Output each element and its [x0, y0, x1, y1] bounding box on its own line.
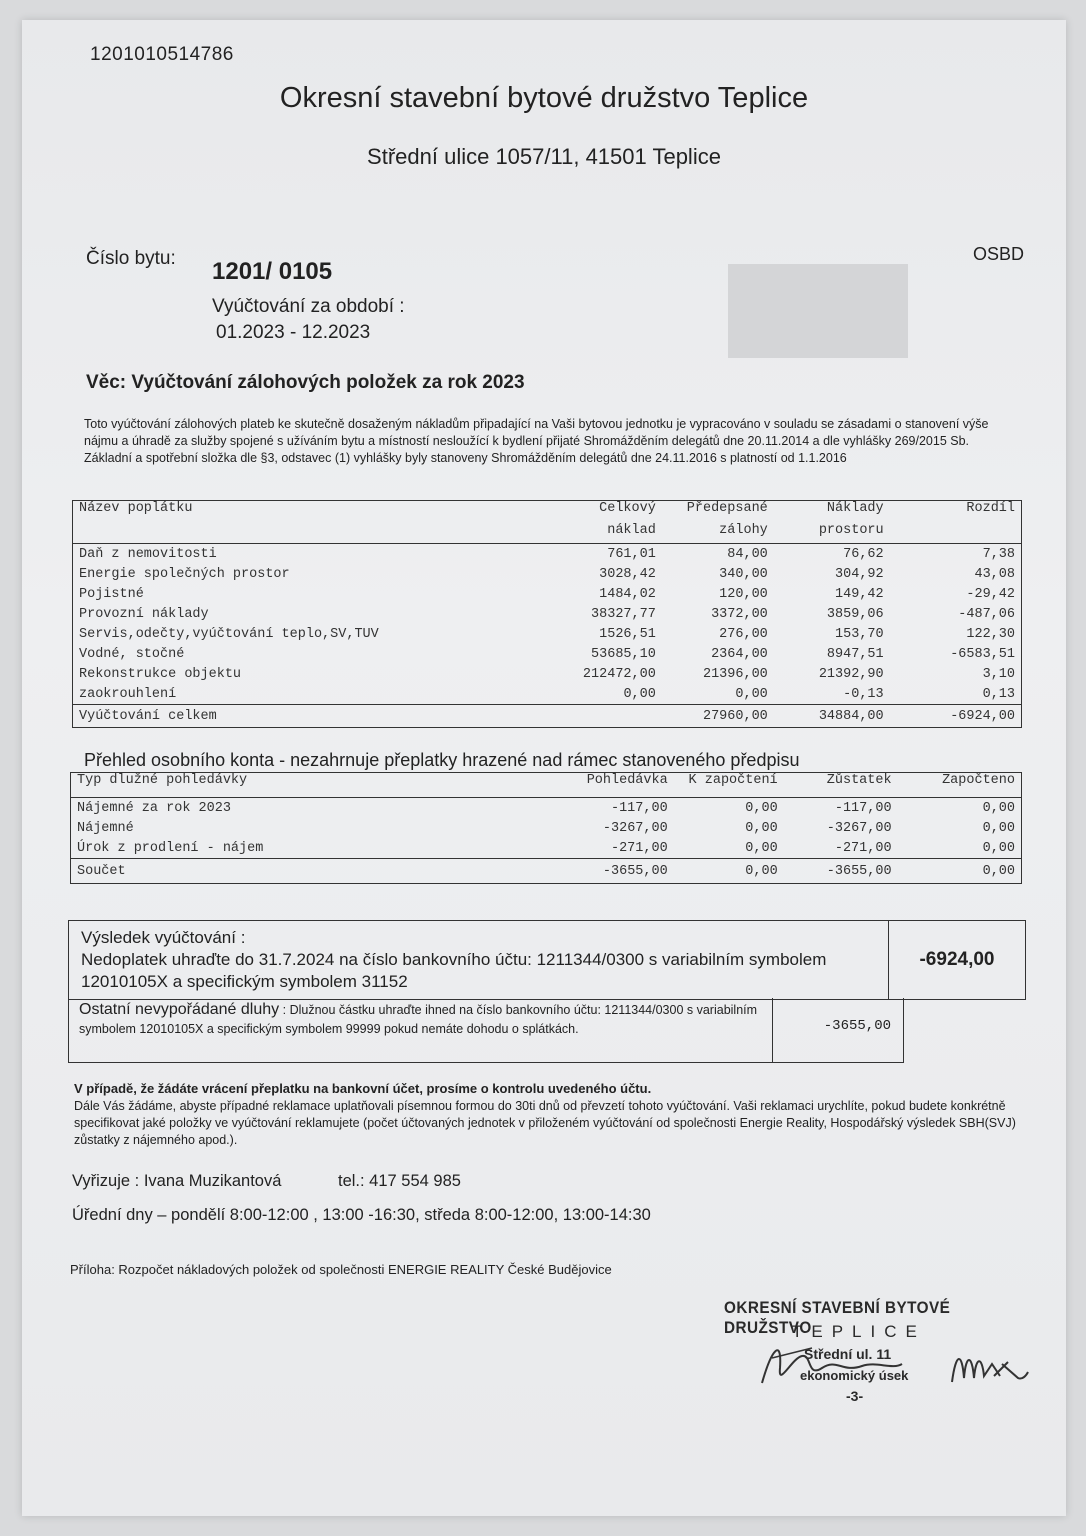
cost-difference: -29,42 [966, 586, 1015, 602]
office-hours: Úřední dny – pondělí 8:00-12:00 , 13:00 -16:30, středa 8:00-12:00, 13:00-14:30 [72, 1206, 651, 1224]
other-debts-amount: -3655,00 [823, 1018, 891, 1034]
settlement-amount-cell [888, 921, 1025, 999]
table-row [73, 624, 1022, 644]
header-unit-cost-2: prostoru [774, 523, 890, 544]
table-row [73, 584, 1022, 604]
debt-credited: 0,00 [982, 840, 1015, 856]
cost-unit: 76,62 [843, 546, 884, 562]
debts-table [70, 772, 1022, 884]
cost-name: Servis,odečty,vyúčtování teplo,SV,TUV [79, 626, 379, 642]
cost-total: 1526,51 [599, 626, 656, 642]
cost-difference: 3,10 [982, 666, 1015, 682]
cost-difference: 122,30 [966, 626, 1015, 642]
table-row [73, 684, 1022, 705]
phone-number: tel.: 417 554 985 [338, 1172, 461, 1190]
osbd-label: OSBD [972, 244, 1024, 264]
header-advance-2: zálohy [662, 523, 774, 544]
debt-type: Úrok z prodlení - nájem [77, 840, 264, 856]
other-debts-box [68, 998, 904, 1063]
debt-total-balance: -3655,00 [784, 859, 898, 884]
cost-name: Energie společných prostor [79, 566, 290, 582]
cost-unit: 8947,51 [826, 646, 884, 662]
settlement-result-box [68, 920, 1026, 1000]
cost-unit: 21392,90 [818, 666, 884, 682]
table-row [71, 818, 1022, 838]
costs-table [72, 500, 1022, 728]
header-offset: K započtení [674, 773, 784, 798]
billing-period: 01.2023 - 12.2023 [216, 322, 371, 343]
other-debts-title: Ostatní nevypořádané dluhy [79, 1001, 280, 1018]
debt-total-credited: 0,00 [898, 859, 1022, 884]
debt-offset: 0,00 [745, 820, 778, 836]
apartment-number: 1201/ 0105 [212, 258, 333, 285]
total-advance: 27960,00 [662, 705, 774, 728]
settlement-amount: -6924,00 [919, 949, 995, 970]
other-debts-instructions: : Dlužnou částku uhraďte ihned na číslo bankovního účtu: 1211344/0300 s variabilním symbolem 12010105X a specifickým symbolem 99999 pokud nemáte dohodu o splátkách. [79, 1003, 758, 1036]
other-debts-amount-cell [772, 998, 903, 1062]
header-debt-type: Typ dlužné pohledávky [71, 773, 540, 798]
cost-difference: 0,13 [982, 686, 1015, 702]
notice-paragraph [74, 1080, 1034, 1149]
organization-stamp [712, 1298, 1032, 1428]
debt-balance: -271,00 [834, 840, 892, 856]
debt-offset: 0,00 [745, 800, 778, 816]
table-total-row [71, 859, 1022, 884]
debt-claim: -271,00 [610, 840, 668, 856]
header-claim: Pohledávka [540, 773, 674, 798]
debt-type: Nájemné [77, 820, 134, 836]
cost-difference: 43,08 [974, 566, 1015, 582]
debt-type: Nájemné za rok 2023 [77, 800, 231, 816]
header-unit-cost: Náklady [826, 501, 884, 516]
cost-name: Rekonstrukce objektu [79, 666, 242, 682]
debt-balance: -117,00 [834, 800, 892, 816]
intro-paragraph: Toto vyúčtování zálohových plateb ke skutečně dosaženým nákladům připadající na Vaši bytovou jednotku je vypracováno v souladu se zásadami o stanovení výše nájmu a úhradě za služby spojené s užíváním bytu a místností nesloužící k bydlení přijaté Shromážděním delegátů dne 20.11.2014 a dle vyhlášky 269/2015 Sb. Základní a spotřební složka dle §3, odstavec (1) vyhlášky byly stanoveny Shromážděním delegátů dne 24.11.2016 s platností od 1.1.2016 [84, 417, 989, 465]
debt-total-claim: -3655,00 [540, 859, 674, 884]
cost-advance: 276,00 [719, 626, 768, 642]
cost-name: Vodné, stočné [79, 646, 185, 662]
cost-advance: 0,00 [735, 686, 768, 702]
stamp-line-4: ekonomický úsek [800, 1368, 909, 1383]
notice-text: Dále Vás žádáme, abyste případné reklamace uplatňovali písemnou formou do 30ti dnů od převzetí tohoto vyúčtování. Vaši reklamaci urychlíte, pokud budete konkrétně specifikovat jaké položky ve vyúčtování reklamujete (počet účtovaných jednotek v přiloženém vyúčtování od společnosti Energie Reality, Hospodářský výsledek SBH(SVJ) zůstatky z nájemného apod.). [74, 1099, 1016, 1147]
stamp-line-3: Střední ul. 11 [804, 1346, 892, 1362]
apartment-number-label: Číslo bytu: [86, 248, 176, 269]
table-row [73, 644, 1022, 664]
cost-unit: -0,13 [843, 686, 884, 702]
cost-difference: 7,38 [982, 546, 1015, 562]
debt-total-label: Součet [71, 859, 540, 884]
cost-name: Daň z nemovitosti [79, 546, 217, 562]
subject-heading: Věc: Vyúčtování zálohových položek za rok 2023 [86, 372, 525, 393]
redacted-address-block [728, 264, 908, 358]
other-debts-text [79, 1000, 759, 1039]
cost-name: Pojistné [79, 586, 144, 602]
cost-advance: 340,00 [719, 566, 768, 582]
cost-advance: 3372,00 [711, 606, 768, 622]
cost-total: 53685,10 [591, 646, 656, 662]
table-row [73, 564, 1022, 584]
cost-unit: 3859,06 [826, 606, 884, 622]
header-total: Celkový [599, 501, 656, 516]
table-row [73, 664, 1022, 684]
table-row [73, 604, 1022, 624]
cost-advance: 84,00 [727, 546, 768, 562]
cost-total: 0,00 [623, 686, 656, 702]
debt-total-offset: 0,00 [674, 859, 784, 884]
header-name: Název poplátku [79, 501, 193, 516]
cost-total: 1484,02 [599, 586, 656, 602]
total-label: Vyúčtování celkem [73, 705, 542, 728]
stamp-line-2: TEPLICE [792, 1322, 926, 1341]
signature-2 [948, 1342, 1032, 1392]
total-unit: 34884,00 [774, 705, 890, 728]
table-row [71, 838, 1022, 859]
document-page [22, 20, 1066, 1516]
document-id: 1201010514786 [90, 44, 234, 65]
cost-total: 212472,00 [582, 666, 656, 682]
notice-bold: V případě, že žádáte vrácení přeplatku na bankovní účet, prosíme o kontrolu uvedeného účtu. [74, 1081, 652, 1096]
cost-total: 3028,42 [599, 566, 656, 582]
cost-advance: 120,00 [719, 586, 768, 602]
debt-balance: -3267,00 [826, 820, 892, 836]
stamp-line-1: OKRESNÍ STAVEBNÍ BYTOVÉ DRUŽSTVO [724, 1298, 951, 1337]
cost-advance: 21396,00 [702, 666, 768, 682]
cost-difference: -487,06 [958, 606, 1015, 622]
settlement-result-line2: 12010105X a specifickým symbolem 31152 [81, 972, 408, 991]
organization-name: Okresní stavební bytové družstvo Teplice [279, 82, 809, 114]
cost-unit: 304,92 [835, 566, 884, 582]
cost-unit: 153,70 [835, 626, 884, 642]
settlement-result-text [81, 927, 881, 993]
cost-name: Provozní náklady [79, 606, 209, 622]
debt-offset: 0,00 [745, 840, 778, 856]
cost-total: 38327,77 [591, 606, 656, 622]
contact-line [72, 1172, 461, 1191]
cost-name: zaokrouhlení [79, 686, 177, 702]
header-total-2: náklad [542, 523, 662, 544]
attachment-note: Příloha: Rozpočet nákladových položek od společnosti ENERGIE REALITY České Budějovice [70, 1262, 612, 1277]
cost-difference: -6583,51 [950, 646, 1015, 662]
header-advance: Předepsané [686, 501, 768, 516]
signature-1 [752, 1328, 912, 1398]
organization-address: Střední ulice 1057/11, 41501 Teplice [367, 144, 721, 169]
cost-advance: 2364,00 [711, 646, 768, 662]
stamp-line-5: -3- [846, 1388, 864, 1404]
table-row [71, 798, 1022, 819]
cost-unit: 149,42 [835, 586, 884, 602]
debt-claim: -117,00 [610, 800, 668, 816]
settlement-result-line1: Nedoplatek uhraďte do 31.7.2024 na číslo bankovního účtu: 1211344/0300 s variabilním symbolem [81, 950, 827, 969]
billing-period-label: Vyúčtování za období : [212, 296, 405, 317]
total-difference: -6924,00 [890, 705, 1022, 728]
debt-credited: 0,00 [982, 800, 1015, 816]
cost-total: 761,01 [607, 546, 656, 562]
header-credited: Započteno [898, 773, 1022, 798]
settlement-result-title: Výsledek vyúčtování : [81, 928, 246, 947]
handler-name: Vyřizuje : Ivana Muzikantová [72, 1172, 282, 1190]
account-overview-title: Přehled osobního konta - nezahrnuje přeplatky hrazené nad rámec stanoveného předpisu [84, 750, 800, 770]
table-total-row [73, 705, 1022, 728]
header-balance: Zůstatek [784, 773, 898, 798]
table-row [73, 544, 1022, 565]
debt-claim: -3267,00 [602, 820, 668, 836]
header-difference: Rozdíl [966, 501, 1015, 516]
debt-credited: 0,00 [982, 820, 1015, 836]
